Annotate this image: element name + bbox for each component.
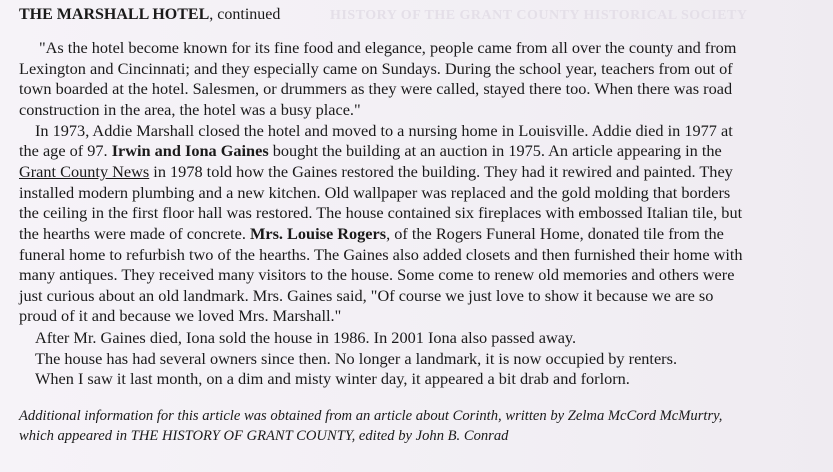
- para1-line-4: installed modern plumbing and a new kitchen. Old wallpaper was replaced and the gold molding that borders: [19, 183, 731, 202]
- quote-line-3: town boarded at the hotel. Salesmen, or drummers as they were called, stayed there too. When there was road: [19, 79, 733, 98]
- quote-line-1: "As the hotel become known for its fine food and elegance, people came from all over the county and from: [39, 38, 737, 57]
- para1-line-8: many antiques. They received many visitors to the house. Some come to renew old memories and others were: [19, 265, 735, 284]
- para1-line-3-end: in 1978 told how the Gaines restored the building. They had it rewired and painted. They: [149, 162, 733, 181]
- para2-line: After Mr. Gaines died, Iona sold the house in 1986. In 2001 Iona also passed away.: [35, 328, 577, 347]
- para1-line-7: funeral home to refurbish two of the hearths. The Gaines also added closets and then furnished their home with: [19, 245, 743, 264]
- quote-line-2: Lexington and Cincinnati; and they especially came on Sundays. During the school year, teachers from out of: [19, 59, 733, 78]
- para1-line-6-start: the hearths were made of concrete.: [19, 224, 250, 243]
- para1-line-9: just curious about an old landmark. Mrs. Gaines said, "Of course we just love to show it because we are so: [19, 286, 714, 305]
- footnote-line-1: Additional information for this article was obtained from an article about Corinth, written by Zelma McCord McMurtry,: [19, 408, 723, 424]
- para4-line: When I saw it last month, on a dim and misty winter day, it appeared a bit drab and forlorn.: [35, 369, 630, 388]
- footnote-line-2: which appeared in THE HISTORY OF GRANT COUNTY, edited by John B. Conrad: [19, 428, 509, 444]
- para1-line-3: [19, 162, 733, 182]
- name-irwin-iona-gaines: Irwin and Iona Gaines: [111, 141, 269, 160]
- newspaper-title: Grant County News: [19, 162, 150, 181]
- para1-line-10: proud of it and because we loved Mrs. Marshall.": [19, 306, 342, 325]
- para1-line-5: the ceiling in the first floor hall was restored. The house contained six fireplaces with embossed Italian tile, but: [19, 203, 743, 222]
- para1-line-6: [19, 224, 724, 244]
- para1-line-1: In 1973, Addie Marshall closed the hotel and moved to a nursing home in Louisville. Addie died in 1977 at: [35, 121, 733, 140]
- para1-line-6-end: , of the Rogers Funeral Home, donated tile from the: [386, 224, 724, 243]
- para1-line-2: [19, 141, 722, 161]
- heading-title: THE MARSHALL HOTEL: [19, 6, 210, 23]
- page-heading: [19, 6, 280, 24]
- para3-line: The house has had several owners since then. No longer a landmark, it is now occupied by renters.: [35, 349, 678, 368]
- name-mrs-louise-rogers: Mrs. Louise Rogers: [249, 224, 387, 243]
- quote-line-4: construction in the area, the hotel was a busy place.": [19, 100, 361, 119]
- bleed-through-text: HISTORY OF THE GRANT COUNTY HISTORICAL SOCIETY: [330, 8, 748, 23]
- heading-suffix: , continued: [209, 6, 281, 23]
- para1-line-2-start: the age of 97.: [19, 141, 112, 160]
- para1-line-2-end: bought the building at an auction in 1975. An article appearing in the: [268, 141, 722, 160]
